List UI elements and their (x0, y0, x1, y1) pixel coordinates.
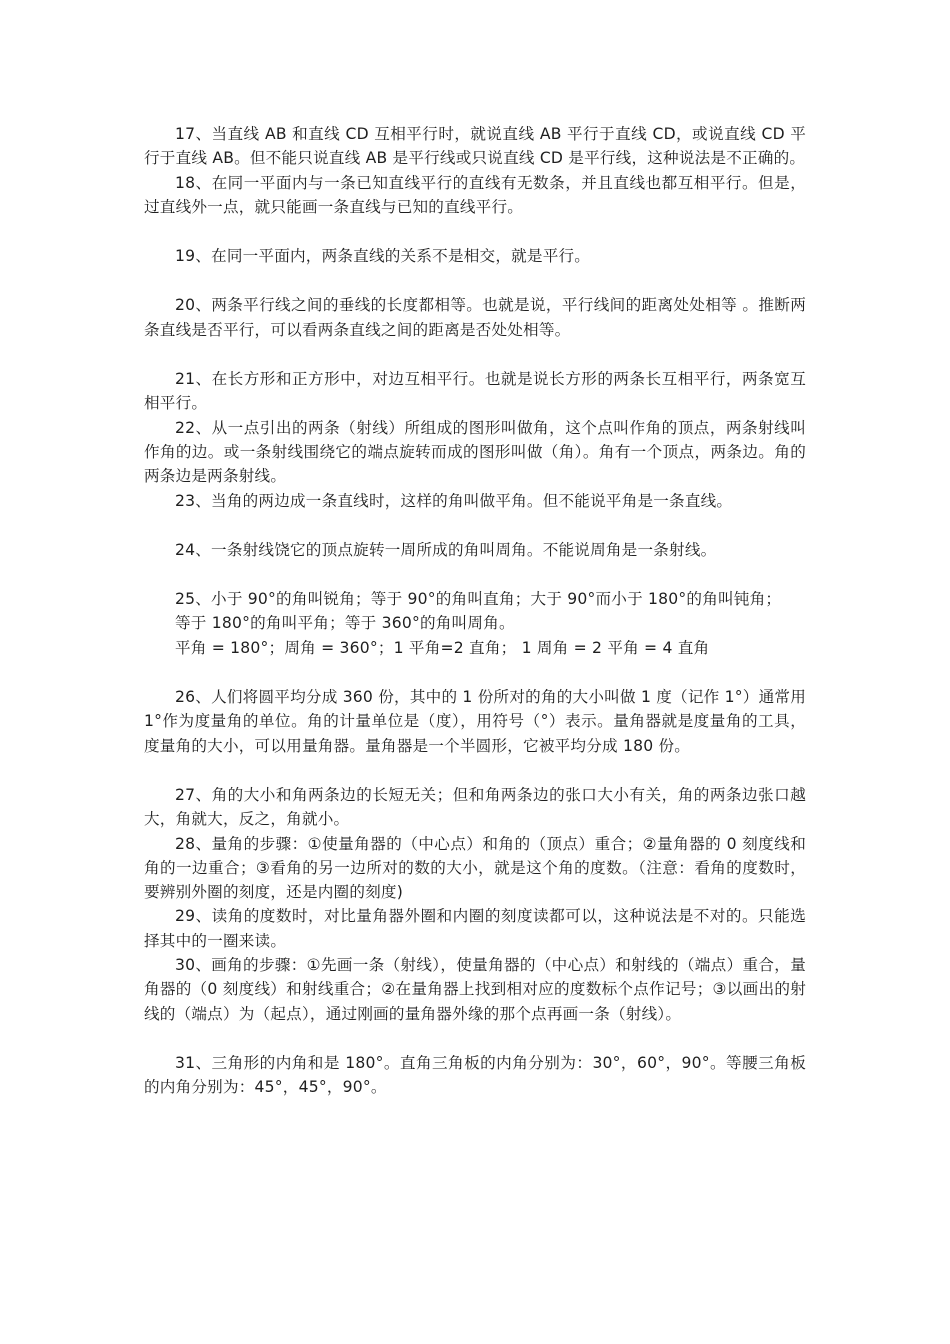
paragraph-24: 24、一条射线饶它的顶点旋转一周所成的角叫周角。不能说周角是一条射线。 (175, 540, 717, 559)
paragraph-gap (144, 562, 806, 587)
paragraph-gap (144, 758, 806, 783)
paragraph-25-line-2: 等于 180°的角叫平角；等于 360°的角叫周角。 (175, 614, 515, 633)
paragraph-19: 19、在同一平面内，两条直线的关系不是相交，就是平行。 (175, 247, 591, 266)
paragraph-17: 17、当直线 AB 和直线 CD 互相平行时，就说直线 AB 平行于直线 CD，或说直线 CD 平行于直线 AB。但不能只说直线 AB 是平行线或只说直线 CD 是平行线，这种说法是不正确的。 (144, 125, 806, 168)
paragraph-gap (144, 268, 806, 293)
paragraph-26: 26、人们将圆平均分成 360 份，其中的 1 份所对的角的大小叫做 1 度（记作 1°）通常用 1°作为度量角的单位。角的计量单位是（度），用符号（°）表示。量角器就是度量角的工具，度量角的大小，可以用量角器。量角器是一个半圆形，它被平均分成 180 份。 (144, 688, 806, 755)
paragraph-25: 25、小于 90°的角叫锐角；等于 90°的角叫直角；大于 90°而小于 180°的角叫钝角； (175, 590, 782, 609)
paragraph-gap (144, 513, 806, 538)
document-body (144, 122, 806, 1100)
paragraph-22: 22、从一点引出的两条（射线）所组成的图形叫做角，这个点叫作角的顶点，两条射线叫作角的边。或一条射线围绕它的端点旋转而成的图形叫做（角）。角有一个顶点，两条边。角的两条边是两条射线。 (144, 418, 806, 486)
paragraph-gap (144, 1026, 806, 1051)
paragraph-23: 23、当角的两边成一条直线时，这样的角叫做平角。但不能说平角是一条直线。 (175, 491, 733, 510)
paragraph-18: 18、在同一平面内与一条已知直线平行的直线有无数条，并且直线也都互相平行。但是，过直线外一点，就只能画一条直线与已知的直线平行。 (144, 173, 806, 216)
paragraph-21: 21、在长方形和正方形中，对边互相平行。也就是说长方形的两条长互相平行，两条宽互相平行。 (144, 370, 806, 413)
paragraph-20: 20、两条平行线之间的垂线的长度都相等。也就是说，平行线间的距离处处相等 。推断两条直线是否平行，可以看两条直线之间的距离是否处处相等。 (144, 296, 806, 339)
paragraph-gap (144, 660, 806, 685)
paragraph-gap (144, 342, 806, 367)
paragraph-30: 30、画角的步骤：①先画一条（射线），使量角器的（中心点）和射线的（端点）重合，量角器的（0 刻度线）和射线重合；②在量角器上找到相对应的度数标个点作记号；③以画出的射线的（端点）为（起点），通过刚画的量角器外缘的那个点再画一条（射线）。 (144, 956, 806, 1023)
paragraph-27: 27、角的大小和角两条边的长短无关；但和角两条边的张口大小有关，角的两条边张口越大，角就大，反之，角就小。 (144, 785, 806, 829)
paragraph-25-summary: 平角 = 180°；周角 = 360°；1 平角=2 直角； 1 周角 = 2 平角 = 4 直角 (175, 638, 710, 657)
paragraph-28: 28、量角的步骤：①使量角器的（中心点）和角的（顶点）重合；②量角器的 0 刻度线和角的一边重合；③看角的另一边所对的数的大小，就是这个角的度数。（注意：看角的度数时，要辨别外圈的刻度，还是内圈的刻度) (144, 834, 806, 902)
paragraph-31: 31、三角形的内角和是 180°。直角三角板的内角分别为：30°，60°，90°。等腰三角板的内角分别为：45°，45°，90°。 (144, 1053, 806, 1097)
paragraph-29: 29、读角的度数时，对比量角器外圈和内圈的刻度读都可以，这种说法是不对的。只能选择其中的一圈来读。 (144, 907, 806, 950)
paragraph-gap (144, 219, 806, 244)
